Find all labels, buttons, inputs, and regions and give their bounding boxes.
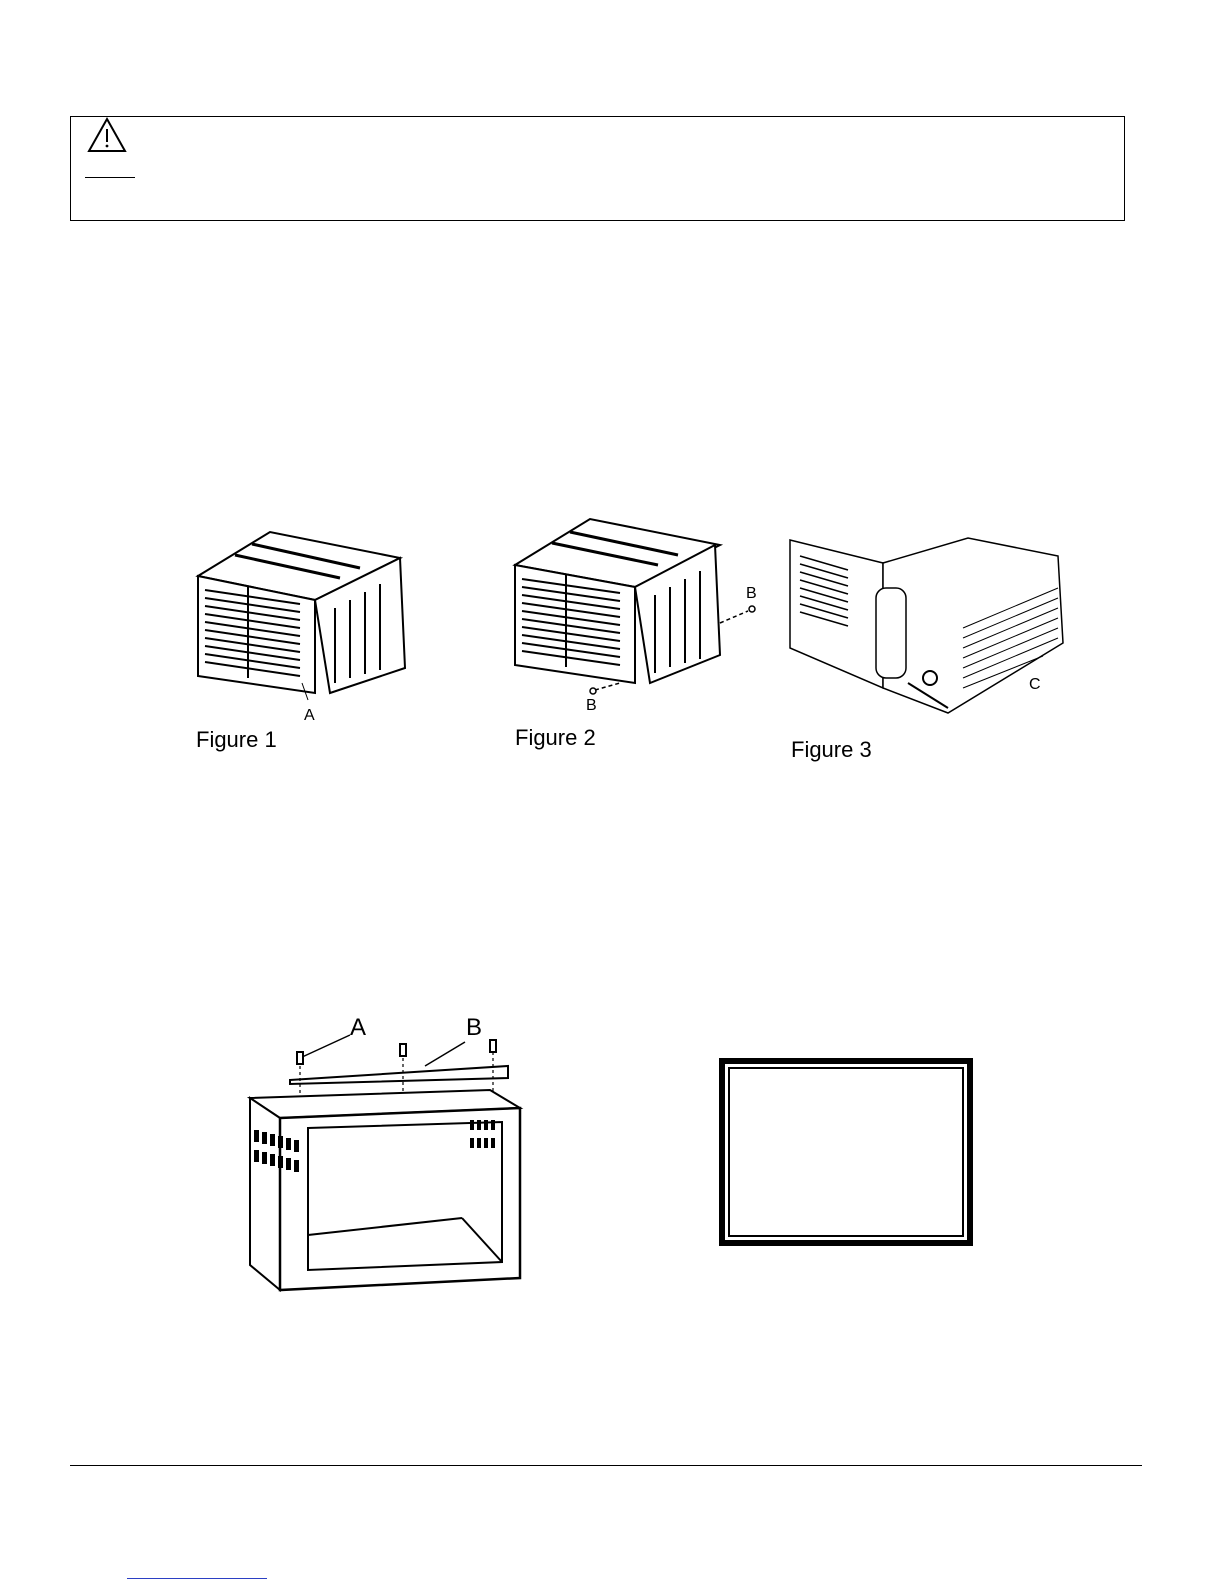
- figure-3-caption: Figure 3: [791, 737, 872, 762]
- sleeve-diagram: [240, 1030, 530, 1295]
- footer-rule: [70, 1465, 1142, 1466]
- warning-box: [70, 116, 1125, 221]
- sleeve-callout-a: A: [350, 1014, 367, 1041]
- footer-link-underline[interactable]: [127, 1578, 267, 1579]
- figure-1-caption: Figure 1: [196, 727, 277, 752]
- figure-2-caption: Figure 2: [515, 725, 596, 750]
- warning-underline: [85, 177, 135, 178]
- warning-triangle-icon: [87, 117, 127, 153]
- figure-2-callout-b-right: B: [746, 585, 757, 602]
- sleeve-callout-b: B: [466, 1014, 483, 1041]
- figure-2-illustration: [510, 515, 760, 695]
- figure-1-illustration: [190, 528, 420, 703]
- frame-diagram: [719, 1058, 973, 1246]
- figure-2-callout-b-bottom: B: [586, 697, 597, 714]
- figure-3-callout-c: C: [1029, 676, 1041, 693]
- figure-1-callout-a: A: [304, 707, 315, 724]
